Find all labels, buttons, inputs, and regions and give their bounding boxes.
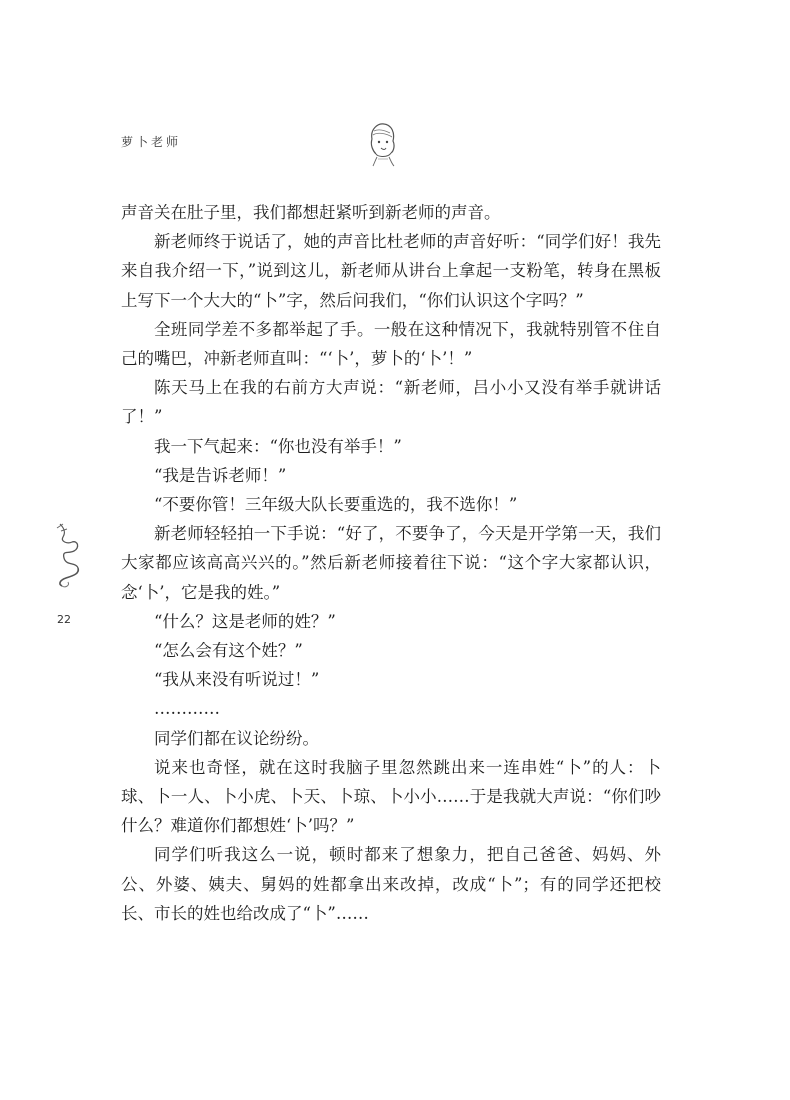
paragraph: “什么？这是老师的姓？” xyxy=(154,611,336,631)
paragraph: 同学们都在议论纷纷。 xyxy=(154,728,319,748)
paragraph: “怎么会有这个姓？” xyxy=(154,641,303,661)
paragraph: “我从来没有听说过！” xyxy=(154,670,320,690)
paragraph: 我一下气起来：“你也没有举手！” xyxy=(154,436,402,456)
paragraph: 全班同学差不多都举起了手。一般在这种情况下，我就特别管不住自己的嘴巴，冲新老师直叫：“‘卜’，萝卜的‘卜’！” xyxy=(121,319,661,369)
paragraph: ………… xyxy=(154,699,220,719)
girl-portrait-illustration-icon xyxy=(364,121,398,167)
carrot-vine-ornament-icon xyxy=(48,520,88,590)
paragraph: 新老师终于说话了，她的声音比杜老师的声音好听：“同学们好！我先来自我介绍一下，”说到这儿，新老师从讲台上拿起一支粉笔，转身在黑板上写下一个大大的“卜”字，然后问我们，“你们认识这个字吗？” xyxy=(121,232,661,310)
paragraph: “我是告诉老师！” xyxy=(154,465,287,485)
story-body-text xyxy=(121,198,661,928)
paragraph: 同学们听我这么一说，顿时都来了想象力，把自己爸爸、妈妈、外公、外婆、姨夫、舅妈的姓都拿出来改掉，改成“卜”；有的同学还把校长、市长的姓也给改成了“卜”…… xyxy=(121,845,661,923)
page-number: 22 xyxy=(57,613,71,626)
paragraph: 新老师轻轻拍一下手说：“好了，不要争了，今天是开学第一天，我们大家都应该高高兴兴的。”然后新老师接着往下说：“这个字大家都认识，念‘卜’，它是我的姓。” xyxy=(121,524,661,602)
paragraph: “不要你管！三年级大队长要重选的，我不选你！” xyxy=(154,495,518,515)
paragraph: 说来也奇怪，就在这时我脑子里忽然跳出来一连串姓“卜”的人：卜球、卜一人、卜小虎、卜天、卜琼、卜小小……于是我就大声说：“你们吵什么？难道你们都想姓‘卜’吗？” xyxy=(121,757,661,836)
paragraph: 陈天马上在我的右前方大声说：“新老师，吕小小又没有举手就讲话了！” xyxy=(121,378,661,427)
running-header-title: 萝卜老师 xyxy=(121,135,182,149)
paragraph: 声音关在肚子里，我们都想赶紧听到新老师的声音。 xyxy=(121,203,501,222)
